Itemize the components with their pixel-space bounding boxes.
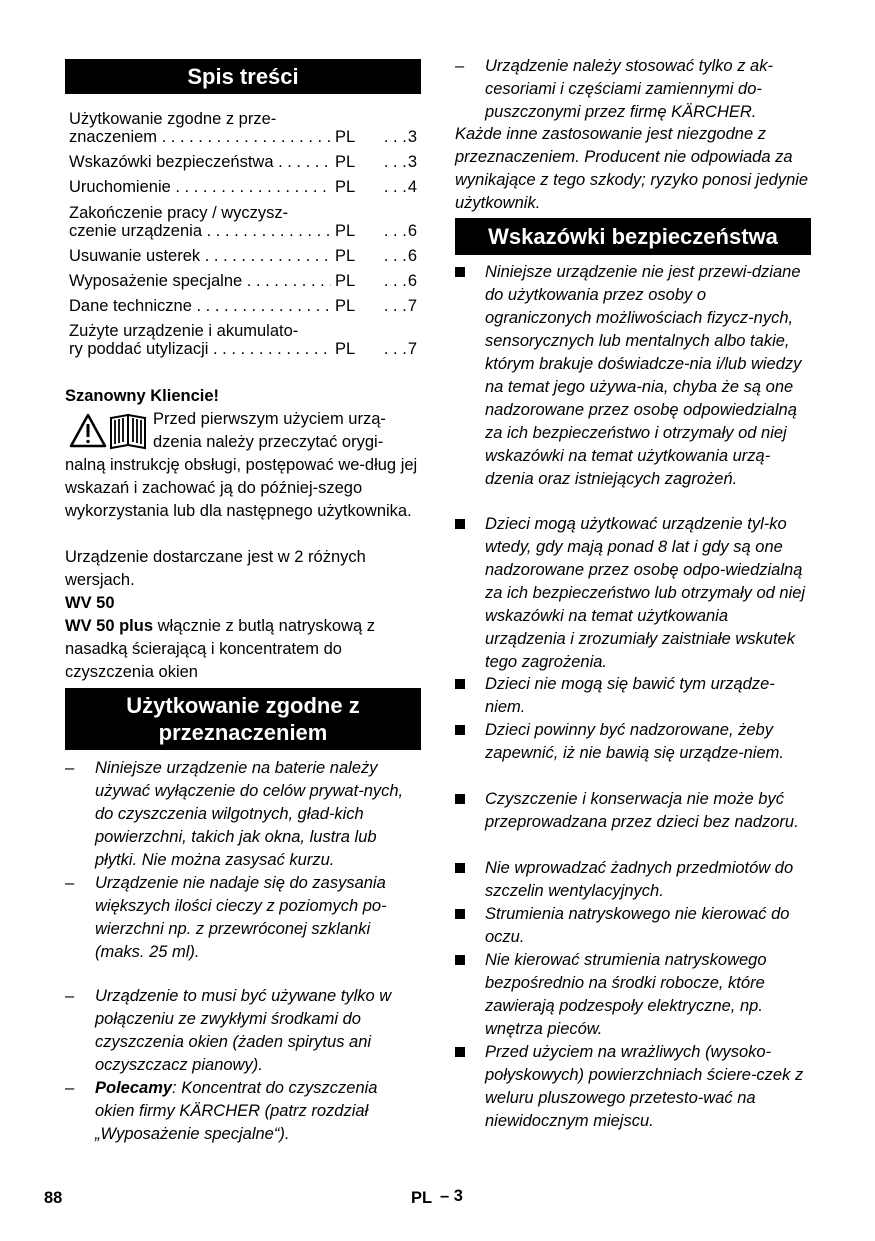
safety-heading: Wskazówki bezpieczeństwa [455, 218, 811, 255]
toc-entry-lang: PL [335, 178, 356, 196]
toc-entry-lang: PL [335, 153, 356, 171]
list-item-text: Dzieci powinny być nadzorowane, żeby zapewnić, iż nie bawią się urządze-niem. [485, 721, 784, 762]
toc-entry[interactable] [69, 153, 417, 171]
usage-heading-line: Użytkowanie zgodne z [126, 693, 360, 718]
toc-entry-lang: PL [335, 340, 356, 358]
manual-book-icon [111, 415, 145, 448]
toc-entry[interactable] [69, 297, 417, 315]
list-item: – Polecamy: Koncentrat do czyszczenia okien firmy KÄRCHER (patrz rozdział „Wyposażenie specjalne“). [65, 1077, 421, 1146]
bullet-square-icon [455, 794, 465, 804]
toc-entry-line1: Zużyte urządzenie i akumulato- [69, 322, 299, 340]
list-item-text: Przed użyciem na wrażliwych (wysoko-połyskowych) powierzchniach ściere-czek z weluru pluszowego przetesto-wać na niewidocznym miejscu. [485, 1043, 804, 1130]
toc-entry[interactable] [69, 178, 417, 196]
list-item [455, 513, 811, 674]
toc-entry-line1: Użytkowanie zgodne z prze- [69, 110, 277, 128]
usage-heading-line: przeznaczeniem [158, 720, 328, 745]
toc-entry-page: . . . 6 [384, 222, 417, 240]
list-item [455, 857, 811, 903]
bullet-square-icon [455, 909, 465, 919]
warning-text: nalną instrukcję obsługi, postępować we-dług jej wskazań i zachować ją do później-szego wykorzystania lub dla następnego użytkownika. [65, 456, 418, 520]
versions-text: Urządzenie dostarczane jest w 2 różnych wersjach. [65, 548, 366, 589]
toc-entry-title: Dane techniczne . . . [69, 297, 331, 315]
toc-entry[interactable] [69, 110, 417, 146]
model-description: włącznie z butlą natryskową z nasadką ścierającą i koncentratem do czyszczenia okien [65, 617, 375, 681]
list-item-text: Urządzenie nie nadaje się do zasysania większych ilości cieczy z poziomych po-wierzchni np. z przewróconej szklanki (maks. 25 ml). [95, 874, 387, 961]
bullet-square-icon [455, 679, 465, 689]
list-item: – Urządzenie nie nadaje się do zasysania większych ilości cieczy z poziomych po-wierzchni np. z przewróconej szklanki (maks. 25 ml). [65, 872, 421, 964]
toc-entry-page: . . . 6 [384, 247, 417, 265]
toc-entry-lang: PL [335, 297, 356, 315]
toc-entry-title: znaczeniem . . . [69, 128, 331, 146]
list-item [455, 673, 811, 719]
toc-entry[interactable] [69, 272, 417, 290]
page-number: 88 [44, 1189, 63, 1207]
list-item [455, 788, 811, 834]
list-item [455, 261, 811, 491]
toc-entry-page: . . . 3 [384, 153, 417, 171]
list-item [455, 1041, 811, 1133]
footer-section-page: – 3 [440, 1187, 463, 1205]
toc-entry-lang: PL [335, 272, 356, 290]
list-item-text: Urządzenie należy stosować tylko z ak-cesoriami i częściami zamiennymi do-puszczonymi przez firmę KÄRCHER. [485, 57, 773, 121]
list-item-text: Niniejsze urządzenie nie jest przewi-dziane do użytkowania przez osoby o ograniczonych możliwościach fizycz-nych, sensorycznych lub mentalnych albo takie, którym brakuje doświadcze-nia i/lub wiedzy na temat jego używa-nia, chyba że są one nadzorowane przez osobę odpowiedzialną za ich bezpieczeństwo i otrzymały od niej wskazówki na temat użytkowania urzą-dzenia oraz istniejących zagrożeń. [485, 263, 802, 488]
bullet-square-icon [455, 1047, 465, 1057]
toc-entry-page: . . . 3 [384, 128, 417, 146]
toc-entry-page: . . . 7 [384, 340, 417, 358]
bullet-square-icon [455, 519, 465, 529]
list-item [455, 903, 811, 949]
model-name: WV 50 plus [65, 617, 154, 635]
bullet-square-icon [455, 267, 465, 277]
warning-line: Przed pierwszym użyciem urzą- [153, 410, 386, 428]
toc-entry-title: Wyposażenie specjalne . . . [69, 272, 331, 290]
list-item-text: Nie kierować strumienia natryskowego bezpośrednio na środki robocze, które zawierają podzespoły elektryczne, np. wnętrza pieców. [485, 951, 767, 1038]
toc-entry-title: Wskazówki bezpieczeństwa . . . [69, 153, 331, 171]
toc-entry-lang: PL [335, 128, 356, 146]
list-item-text: Czyszczenie i konserwacja nie może być przeprowadzana przez dzieci bez nadzoru. [485, 790, 799, 831]
list-item-text: Strumienia natryskowego nie kierować do oczu. [485, 905, 790, 946]
list-item-text: Dzieci mogą użytkować urządzenie tyl-ko wtedy, gdy mają ponad 8 lat i gdy są one nadzorowane przez osobę odpo-wiedzialną za ich bezpieczeństwo lub otrzymały od niej wskazówki na temat użytkowania urządzenia i zrozumiały zaistniałe wskutek tego zagrożenia. [485, 515, 806, 671]
toc-entry-title: Usuwanie usterek . . . [69, 247, 331, 265]
warning-line: dzenia należy przeczytać orygi- [153, 433, 384, 451]
bullet-square-icon [455, 863, 465, 873]
model-wv50: WV 50 [65, 594, 115, 612]
list-item-text: Niniejsze urządzenie na baterie należy używać wyłączenie do celów prywat-nych, do czyszczenia wilgotnych, gład-kich powierzchni, takich jak okna, lustra lub płytki. Nie można zasysać kurzu. [95, 759, 404, 869]
toc-heading: Spis treści [65, 59, 421, 94]
toc-entry-line1: Zakończenie pracy / wyczysz- [69, 204, 289, 222]
usage-heading [65, 688, 421, 750]
warning-text-first-lines [153, 408, 421, 454]
list-item: – Niniejsze urządzenie na baterie należy używać wyłączenie do celów prywat-nych, do czyszczenia wilgotnych, gład-kich powierzchni, takich jak okna, lustra lub płytki. Nie można zasysać kurzu. [65, 757, 421, 872]
list-item: – Urządzenie to musi być używane tylko w połączeniu ze zwykłymi środkami do czyszczenia okien (żaden spirytus ani oczyszczacz pianowy). [65, 985, 421, 1077]
toc-entry[interactable] [69, 204, 417, 240]
bullet-square-icon [455, 725, 465, 735]
list-item: – Urządzenie należy stosować tylko z ak-cesoriami i częściami zamiennymi do-puszczonymi przez firmę KÄRCHER. [455, 55, 811, 124]
warning-triangle-icon [69, 411, 149, 451]
list-item-text: Nie wprowadzać żadnych przedmiotów do szczelin wentylacyjnych. [485, 859, 794, 900]
footer-lang: PL [411, 1189, 433, 1207]
toc-entry-page: . . . 7 [384, 297, 417, 315]
toc-entry-title: Uruchomienie . . . [69, 178, 331, 196]
bullet-square-icon [455, 955, 465, 965]
warning-icons [69, 411, 149, 451]
list-item-text [95, 1077, 421, 1146]
list-item-text: Urządzenie to musi być używane tylko w połączeniu ze zwykłymi środkami do czyszczenia okien (żaden spirytus ani oczyszczacz pianowy). [95, 987, 392, 1074]
greeting: Szanowny Kliencie! [65, 387, 220, 405]
toc-entry[interactable] [69, 247, 417, 265]
toc-entry-page: . . . 6 [384, 272, 417, 290]
toc-entry[interactable] [69, 322, 417, 358]
other-use-text: Każde inne zastosowanie jest niezgodne z przeznaczeniem. Producent nie odpowiada za wynikające z tego szkody; ryzyko ponosi jedynie użytkownik. [455, 125, 809, 212]
toc-entry-lang: PL [335, 222, 356, 240]
toc-entry-title: czenie urządzenia . . . [69, 222, 331, 240]
list-item-text: Dzieci nie mogą się bawić tym urządze-niem. [485, 675, 775, 716]
list-item [455, 719, 811, 765]
toc-entry-title: ry poddać utylizacji . . . [69, 340, 331, 358]
recommend-text: : Koncentrat do czyszczenia okien firmy KÄRCHER (patrz rozdział „Wyposażenie specjalne“). [95, 1079, 378, 1143]
toc-entry-lang: PL [335, 247, 356, 265]
list-item [455, 949, 811, 1041]
toc-entry-page: . . . 4 [384, 178, 417, 196]
model-wv50-plus [65, 615, 421, 684]
recommend-label: Polecamy [95, 1079, 173, 1097]
